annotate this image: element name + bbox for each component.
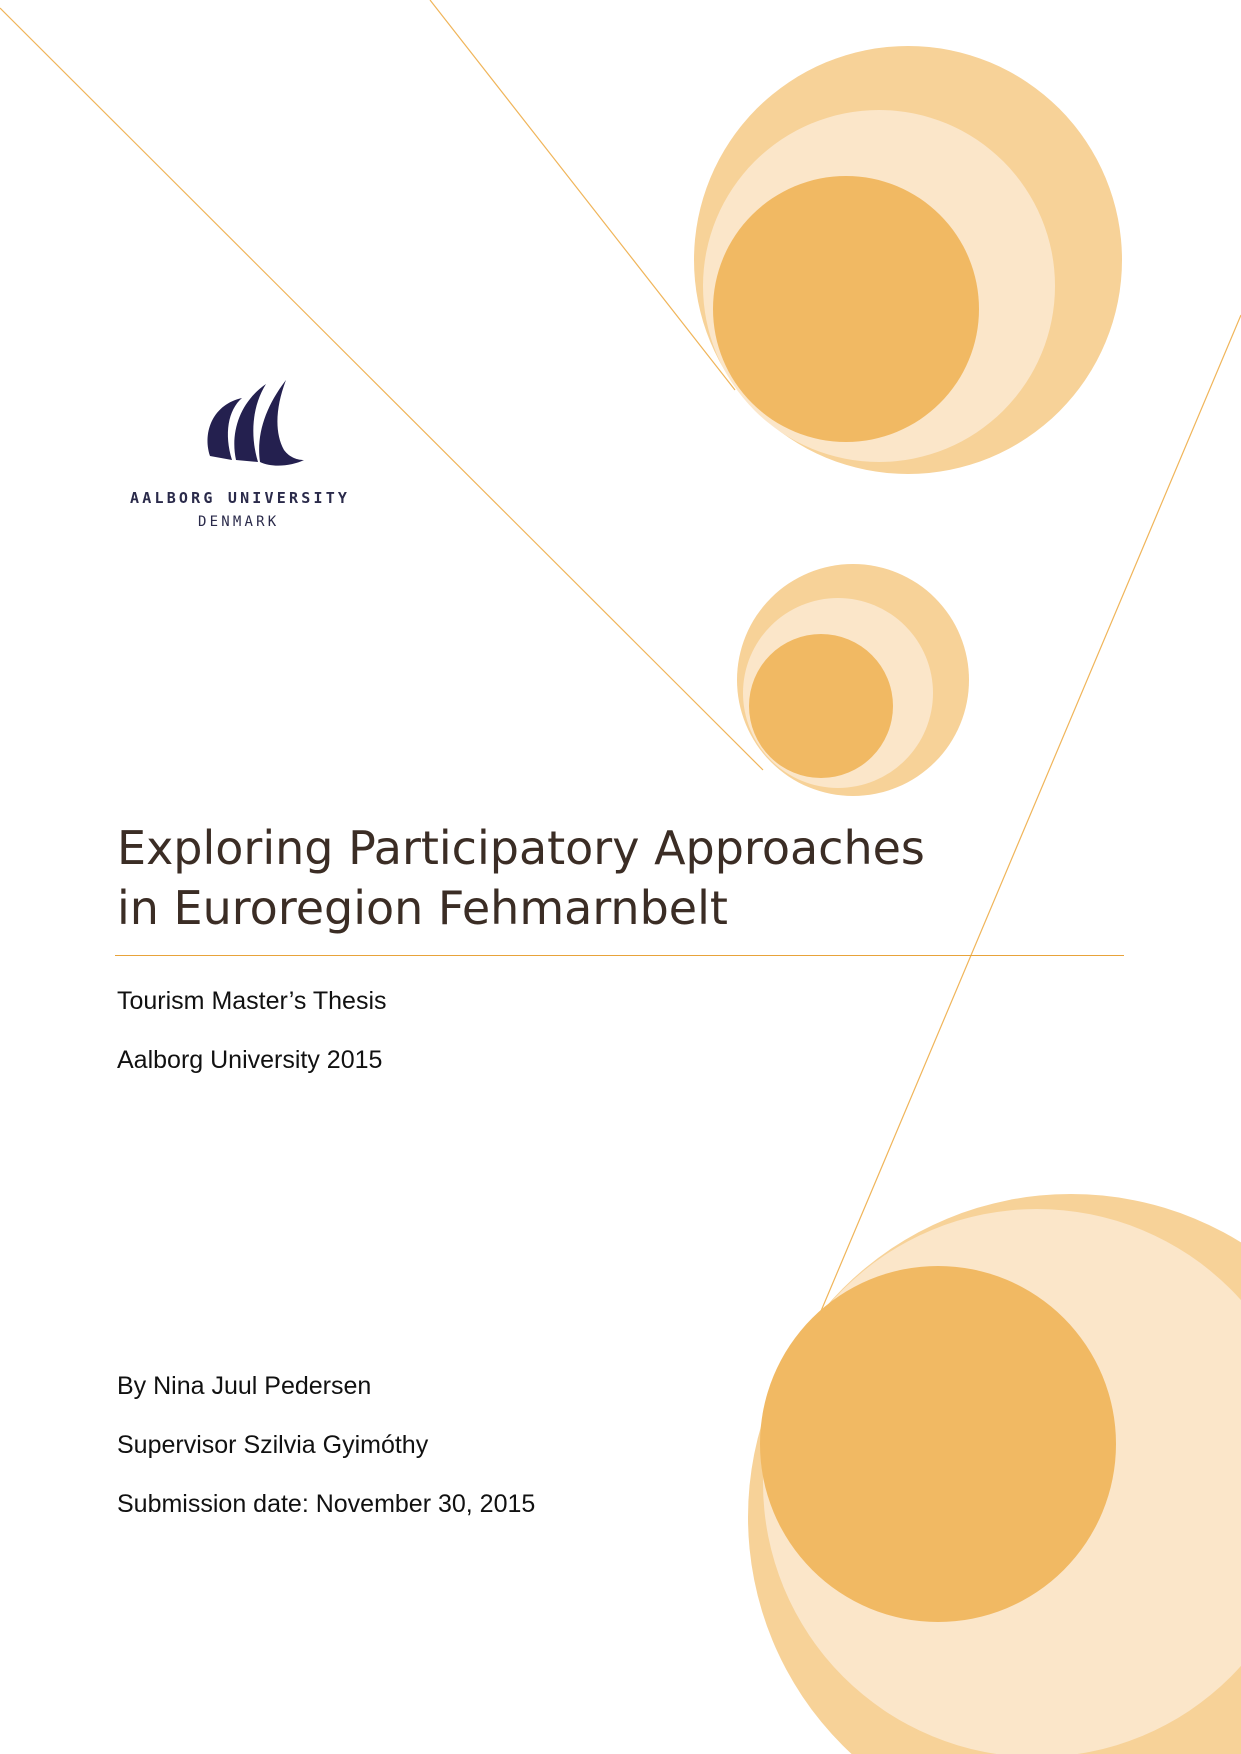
university-logo xyxy=(130,372,380,542)
program-name: Tourism Master’s Thesis xyxy=(117,987,387,1015)
logo-country: DENMARK xyxy=(198,514,280,530)
submission-date: Submission date: November 30, 2015 xyxy=(117,1490,536,1518)
circle-middle-inner xyxy=(749,634,893,778)
supervisor-line: Supervisor Szilvia Gyimóthy xyxy=(117,1431,429,1459)
circle-group-bottom xyxy=(748,1194,1241,1754)
circle-bottom-inner xyxy=(760,1266,1116,1622)
aalborg-wave-logo-icon xyxy=(200,376,310,466)
decorative-line-left xyxy=(0,8,763,770)
decorative-line-top xyxy=(430,0,735,390)
thesis-title-line-1: Exploring Participatory Approaches xyxy=(117,821,925,875)
author-line: By Nina Juul Pedersen xyxy=(117,1372,372,1400)
logo-university-name: AALBORG UNIVERSITY xyxy=(130,489,351,507)
thesis-title-line-2: in Euroregion Fehmarnbelt xyxy=(117,881,728,935)
title-divider xyxy=(115,955,1124,956)
university-year: Aalborg University 2015 xyxy=(117,1046,383,1074)
circle-group-top xyxy=(694,46,1122,474)
thesis-title xyxy=(117,818,1017,938)
circle-top-inner xyxy=(713,176,979,442)
circle-group-middle xyxy=(737,564,969,796)
